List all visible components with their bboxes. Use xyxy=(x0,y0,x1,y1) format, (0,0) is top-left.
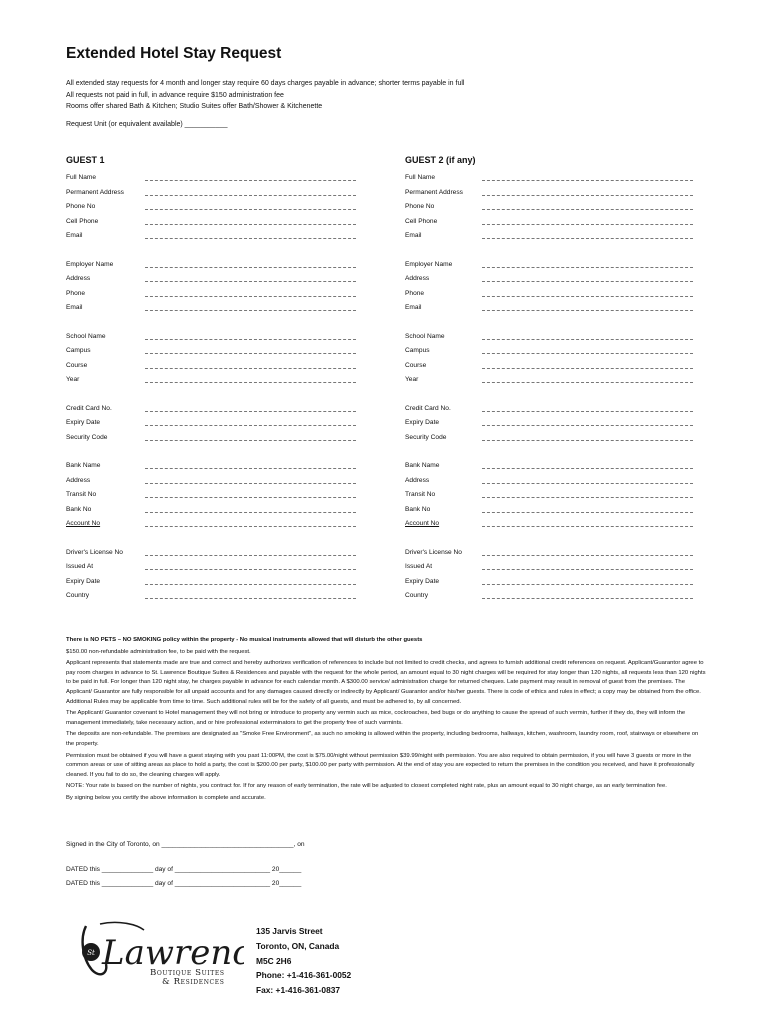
field-label: Security Code xyxy=(405,433,447,441)
form-field-row xyxy=(405,488,695,503)
form-field-row xyxy=(66,488,358,503)
form-field-row xyxy=(405,287,695,302)
fill-in-line[interactable] xyxy=(482,180,693,181)
field-label: Address xyxy=(66,476,91,484)
terms-paragraph: By signing below you certify the above information is complete and accurate. xyxy=(66,794,266,801)
fill-in-line[interactable] xyxy=(145,310,356,311)
form-field-row xyxy=(66,474,358,489)
field-label: School Name xyxy=(405,332,445,340)
field-label: Expiry Date xyxy=(66,577,101,585)
form-field-row xyxy=(66,272,358,287)
fill-in-line[interactable] xyxy=(145,483,356,484)
field-label: Address xyxy=(405,275,430,282)
field-group-gap xyxy=(66,532,358,546)
field-label: Issued At xyxy=(66,563,94,570)
form-field-row xyxy=(405,330,695,345)
field-label: Driver's License No xyxy=(66,548,123,556)
page-title: Extended Hotel Stay Request xyxy=(66,45,282,62)
form-field-row xyxy=(405,517,695,532)
form-field-row xyxy=(66,344,358,359)
form-field-row xyxy=(405,272,695,287)
form-field-row xyxy=(405,503,695,518)
form-field-row xyxy=(405,560,695,575)
form-field-row xyxy=(66,560,358,575)
form-field-row xyxy=(405,546,695,561)
fill-in-line[interactable] xyxy=(145,339,356,340)
field-label: Cell Phone xyxy=(405,217,438,225)
fill-in-line[interactable] xyxy=(145,195,356,196)
field-group-gap xyxy=(405,316,695,330)
field-label: Expiry Date xyxy=(405,577,440,585)
form-field-row xyxy=(66,546,358,561)
field-label: Email xyxy=(405,232,422,239)
logo-initials: St xyxy=(87,949,95,957)
form-field-row xyxy=(66,258,358,273)
terms-paragraph: Applicant represents that statements made are true and correct and hereby authorizes verification of references to include but not limited to credit checks, and agrees to furnish additional credit references on request. Applicant/Guarantor agree to pay room charges in advance to St. Lawrence Boutique Suites & Residences and payable with the request for the whole period, an amount equal to 30 night charges will be required for stay longer than 120 nights, all requests less than 120 nights to be paid in full. For longer than 120 night stay, he charges payable in advance for each calendar month. A $300.00 service/ administration charge for returned cheques. Late payment may result in removal of guest from the premises. The Applicant/ Guarantor are fully responsible for all unpaid accounts and for any damages caused directly or indirectly by Applicant/ Guarantor and/or his/her guests. There is code of ethics and rules in effect; a copy may be obtained from the office. Additional Rules may be applicable from time to time. Such additional rules will be for the safety of all guests, and must be adhered to, by all concerned. xyxy=(66,660,706,705)
fill-in-line[interactable] xyxy=(482,267,693,268)
form-field-row xyxy=(66,373,358,388)
terms-paragraph: The deposits are non-refundable. The premises are designated as "Smoke Free Environment", as such no smoking is allowed within the property, including bedrooms, hallways, kitchen, washroom, laundry room, roof, stairways or elsewhere on the property. xyxy=(66,731,699,747)
field-label: Email xyxy=(66,232,83,239)
fill-in-line[interactable] xyxy=(482,281,693,282)
fill-in-line[interactable] xyxy=(482,555,693,556)
field-label: Bank No xyxy=(66,505,92,513)
fill-in-line[interactable] xyxy=(145,497,356,498)
terms-paragraph: $150.00 non-refundable administration fee, to be paid with the request. xyxy=(66,648,251,655)
field-label: Bank Name xyxy=(405,462,440,469)
terms-paragraph: The Applicant/ Guarantor covenant to Hotel management they will not bring or introduce to property any vermin such as mice, cockroaches, bed bugs or do anything to cause the spread of such vermin, further if they do, they will inform the management immediately, take necessary action, and or hire professional exterminators to get the property free of such varmints. xyxy=(66,710,686,726)
field-label: Phone No xyxy=(405,203,435,210)
fill-in-line[interactable] xyxy=(482,411,693,412)
hotel-address xyxy=(256,924,351,998)
guest-2-column xyxy=(405,155,695,604)
form-field-row xyxy=(66,402,358,417)
form-field-row xyxy=(66,200,358,215)
form-field-row xyxy=(66,459,358,474)
field-group-gap xyxy=(405,445,695,459)
form-field-row xyxy=(66,589,358,604)
field-group-gap xyxy=(405,532,695,546)
fill-in-line[interactable] xyxy=(145,180,356,181)
request-unit-field[interactable]: Request Unit (or equivalent available) ___________ xyxy=(66,121,228,128)
field-label: Transit No xyxy=(405,491,436,498)
fill-in-line[interactable] xyxy=(482,209,693,210)
policy-line: There is NO PETS – NO SMOKING policy within the property - No musical instruments allowed that will disturb the other guests xyxy=(66,637,423,643)
field-group-gap xyxy=(405,244,695,258)
form-field-row xyxy=(66,416,358,431)
field-label: Security Code xyxy=(66,433,108,441)
fill-in-line[interactable] xyxy=(482,440,693,441)
guest-1-heading: GUEST 1 xyxy=(66,155,105,165)
form-field-row xyxy=(66,301,358,316)
dated-line[interactable]: DATED this ______________ day of __________________________ 20______ xyxy=(66,880,302,887)
form-field-row xyxy=(405,171,695,186)
fill-in-line[interactable] xyxy=(145,526,356,527)
field-label: Campus xyxy=(66,347,91,354)
fill-in-line[interactable] xyxy=(145,267,356,268)
field-label: Phone xyxy=(405,289,425,297)
form-field-row xyxy=(66,330,358,345)
fill-in-line[interactable] xyxy=(145,209,356,210)
field-label: Course xyxy=(405,361,427,369)
fill-in-line[interactable] xyxy=(482,512,693,513)
field-group-gap xyxy=(66,388,358,402)
field-label: Employer Name xyxy=(405,260,453,268)
form-field-row xyxy=(405,459,695,474)
fill-in-line[interactable] xyxy=(145,353,356,354)
fill-in-line[interactable] xyxy=(482,353,693,354)
form-field-row xyxy=(405,186,695,201)
form-field-row xyxy=(405,402,695,417)
form-field-row xyxy=(66,287,358,302)
form-field-row xyxy=(405,258,695,273)
fill-in-line[interactable] xyxy=(145,468,356,469)
field-label: Employer Name xyxy=(66,260,114,268)
guest-1-column xyxy=(66,155,358,604)
fill-in-line[interactable] xyxy=(145,238,356,239)
fill-in-line[interactable] xyxy=(145,382,356,383)
field-label: Account No xyxy=(405,520,440,527)
signed-city-line[interactable]: Signed in the City of Toronto, on ____________________________________, on xyxy=(66,841,305,848)
field-label: Driver's License No xyxy=(405,548,462,556)
field-label: Credit Card No. xyxy=(405,404,451,412)
address-street: 135 Jarvis Street xyxy=(256,926,323,936)
fill-in-line[interactable] xyxy=(482,483,693,484)
fill-in-line[interactable] xyxy=(482,195,693,196)
form-field-row xyxy=(405,474,695,489)
intro-line: All extended stay requests for 4 month and longer stay require 60 days charges payable in advance; shorter terms payable in full xyxy=(66,80,465,87)
terms-paragraph: Permission must be obtained if you will have a guest staying with you past 11:00PM, the cost is $75.00/night without permission $39.99/night with permission. You are also required to obtain permission, if you will have 3 guests or more in the common areas or use of sitting areas as place to hold a party, the cost is $200.00 per party, $100.00 per party with permission. At the end of stay you are expected to return the premises in the condition you received, and have it professionally cleaned. If you fail to do so, the cleaning charges will apply. xyxy=(66,752,695,778)
field-label: Address xyxy=(66,275,91,282)
address-phone: Phone: +1-416-361-0052 xyxy=(256,970,352,981)
field-label: Credit Card No. xyxy=(66,404,112,412)
field-label: Permanent Address xyxy=(66,188,124,196)
logo-line-2: & Residences xyxy=(162,977,225,987)
fill-in-line[interactable] xyxy=(482,526,693,527)
field-label: Country xyxy=(405,592,429,599)
fill-in-line[interactable] xyxy=(145,411,356,412)
st-lawrence-logo xyxy=(78,918,244,990)
field-label: Permanent Address xyxy=(405,188,463,196)
field-label: Full Name xyxy=(405,174,436,181)
field-label: Bank Name xyxy=(66,462,101,469)
terms-paragraph: NOTE: Your rate is based on the number of nights, you contract for. If for any reason of early termination, the rate will be adjusted to closest completed night rate, plus an amount equal to 30 night charge, as an early termination fee. xyxy=(66,783,667,790)
field-label: Course xyxy=(66,361,88,369)
fill-in-line[interactable] xyxy=(482,598,693,599)
fill-in-line[interactable] xyxy=(482,425,693,426)
logo-line-1: Boutique Suites xyxy=(150,968,225,978)
fill-in-line[interactable] xyxy=(145,281,356,282)
field-label: Transit No xyxy=(66,491,97,498)
field-label: Year xyxy=(66,376,80,383)
fill-in-line[interactable] xyxy=(482,569,693,570)
logo-graphic xyxy=(78,918,244,990)
address-postal: M5C 2H6 xyxy=(256,955,292,966)
fill-in-line[interactable] xyxy=(145,598,356,599)
field-group-gap xyxy=(66,316,358,330)
fill-in-line[interactable] xyxy=(482,468,693,469)
field-label: Phone xyxy=(66,289,86,297)
form-field-row xyxy=(66,575,358,590)
dated-line[interactable]: DATED this ______________ day of __________________________ 20______ xyxy=(66,866,302,873)
form-field-row xyxy=(405,589,695,604)
field-label: Cell Phone xyxy=(66,217,99,225)
form-field-row xyxy=(405,431,695,446)
field-group-gap xyxy=(66,445,358,459)
form-field-row xyxy=(66,359,358,374)
form-field-row xyxy=(405,359,695,374)
field-label: School Name xyxy=(66,332,106,340)
field-label: Phone No xyxy=(66,203,96,210)
fill-in-line[interactable] xyxy=(482,339,693,340)
form-field-row xyxy=(66,186,358,201)
fill-in-line[interactable] xyxy=(482,296,693,297)
field-label: Bank No xyxy=(405,505,431,513)
form-field-row xyxy=(405,215,695,230)
fill-in-line[interactable] xyxy=(482,310,693,311)
field-label: Year xyxy=(405,376,419,383)
intro-line: Rooms offer shared Bath & Kitchen; Studio Suites offer Bath/Shower & Kitchenette xyxy=(66,103,323,110)
form-field-row xyxy=(405,575,695,590)
fill-in-line[interactable] xyxy=(145,425,356,426)
field-group-gap xyxy=(405,388,695,402)
fill-in-line[interactable] xyxy=(482,382,693,383)
fill-in-line[interactable] xyxy=(482,584,693,585)
fill-in-line[interactable] xyxy=(145,569,356,570)
field-label: Expiry Date xyxy=(66,419,101,426)
guest-2-heading: GUEST 2 (if any) xyxy=(405,155,476,165)
form-field-row xyxy=(405,373,695,388)
field-label: Country xyxy=(66,592,90,599)
form-field-row xyxy=(66,517,358,532)
field-label: Issued At xyxy=(405,563,433,570)
form-field-row xyxy=(66,215,358,230)
fill-in-line[interactable] xyxy=(482,238,693,239)
field-label: Email xyxy=(405,304,422,311)
fill-in-line[interactable] xyxy=(145,224,356,225)
form-field-row xyxy=(405,344,695,359)
field-label: Account No xyxy=(66,520,101,527)
fill-in-line[interactable] xyxy=(145,368,356,369)
fill-in-line[interactable] xyxy=(482,497,693,498)
logo-script: Lawren xyxy=(102,933,233,973)
fill-in-line[interactable] xyxy=(145,296,356,297)
fill-in-line[interactable] xyxy=(145,584,356,585)
field-label: Full Name xyxy=(66,174,97,181)
form-field-row xyxy=(66,503,358,518)
fill-in-line[interactable] xyxy=(145,512,356,513)
field-label: Expiry Date xyxy=(405,419,440,426)
intro-line: All requests not paid in full, in advance require $150 administration fee xyxy=(66,91,284,99)
address-fax: Fax: +1-416-361-0837 xyxy=(256,985,341,996)
terms-and-conditions xyxy=(66,636,706,806)
form-field-row xyxy=(66,171,358,186)
intro-notes xyxy=(66,78,464,113)
form-field-row xyxy=(66,431,358,446)
form-field-row xyxy=(405,416,695,431)
field-label: Campus xyxy=(405,347,430,354)
fill-in-line[interactable] xyxy=(482,224,693,225)
form-field-row xyxy=(405,301,695,316)
form-field-row xyxy=(405,229,695,244)
field-group-gap xyxy=(66,244,358,258)
fill-in-line[interactable] xyxy=(145,440,356,441)
field-label: Email xyxy=(66,304,83,311)
fill-in-line[interactable] xyxy=(482,368,693,369)
field-label: Address xyxy=(405,476,430,484)
form-field-row xyxy=(405,200,695,215)
address-city: Toronto, ON, Canada xyxy=(256,940,340,951)
fill-in-line[interactable] xyxy=(145,555,356,556)
form-field-row xyxy=(66,229,358,244)
